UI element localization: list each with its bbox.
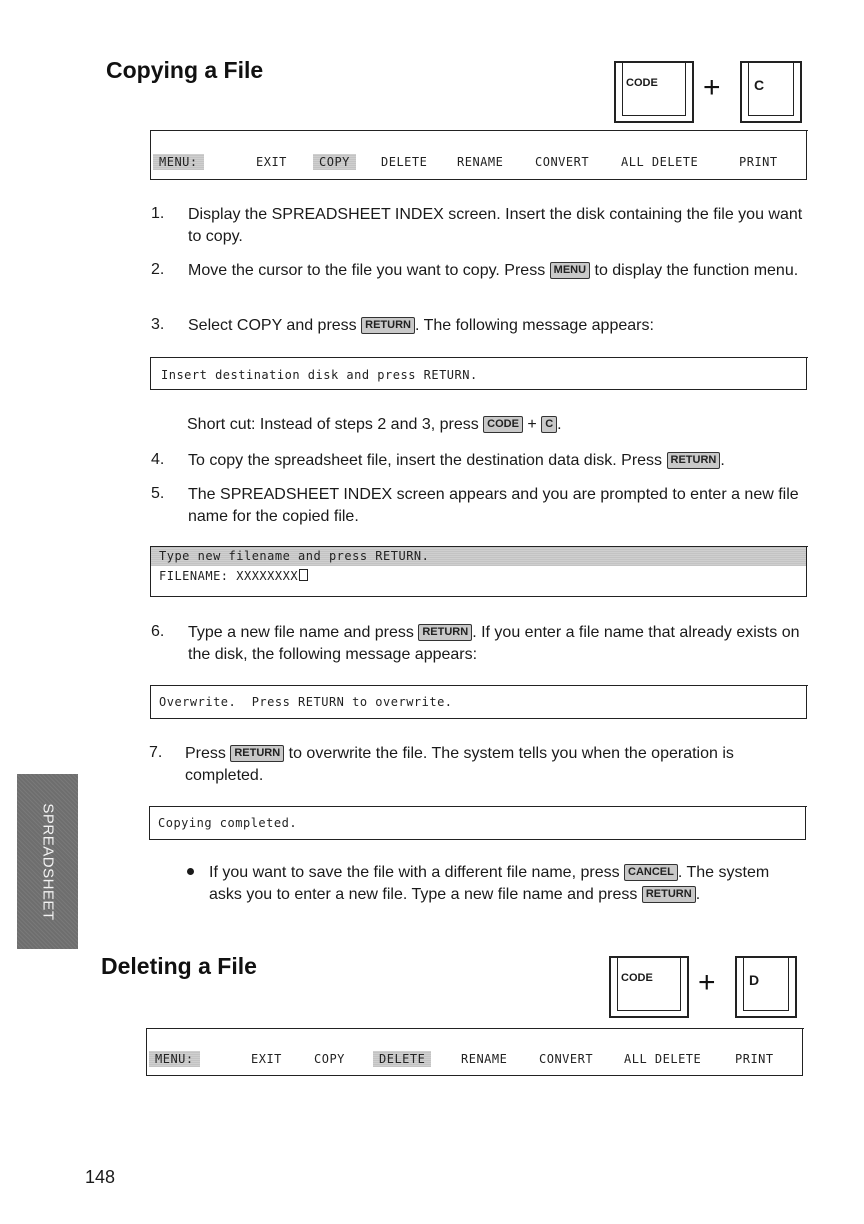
menu-key-icon: MENU xyxy=(550,262,590,279)
step-text-part: Move the cursor to the file you want to copy. Press xyxy=(188,262,550,279)
menu-item-exit: EXIT xyxy=(251,1052,282,1066)
step-text xyxy=(188,315,813,337)
shortcut-text-part: + xyxy=(522,416,542,433)
prompt-text: Type new filename and press RETURN. xyxy=(159,549,430,563)
c-key-icon: C xyxy=(541,416,557,433)
code-key-label: CODE xyxy=(621,972,653,984)
menu-item-print: PRINT xyxy=(735,1052,774,1066)
menu-item-rename: RENAME xyxy=(461,1052,508,1066)
section-title-copying: Copying a File xyxy=(106,57,264,83)
d-key-icon xyxy=(735,956,797,1018)
menu-item-all-delete: ALL DELETE xyxy=(624,1052,702,1066)
return-key-icon: RETURN xyxy=(642,886,696,903)
c-key-icon xyxy=(740,61,802,123)
return-key-icon: RETURN xyxy=(418,624,472,641)
step-text xyxy=(185,743,810,787)
step-text-part: To copy the spreadsheet file, insert the destination data disk. Press xyxy=(188,452,667,469)
menu-item-rename: RENAME xyxy=(457,155,504,169)
step-text-part: . The following message appears: xyxy=(414,317,654,334)
menu-label: MENU: xyxy=(149,1051,200,1067)
shortcut-text xyxy=(187,414,812,436)
menu-item-copy: COPY xyxy=(313,154,356,170)
step-number: 7. xyxy=(149,744,163,761)
bullet-text-part: If you want to save the file with a different file name, press xyxy=(209,864,625,881)
function-menu-screen xyxy=(150,130,807,180)
step-number: 1. xyxy=(151,205,165,222)
step-text xyxy=(188,622,813,666)
menu-item-delete: DELETE xyxy=(381,155,428,169)
menu-item-print: PRINT xyxy=(739,155,778,169)
step-text-part: Select COPY and press xyxy=(188,317,362,334)
shortcut-text-part: Short cut: Instead of steps 2 and 3, press xyxy=(187,416,484,433)
bullet-icon xyxy=(187,868,194,875)
cancel-key-icon: CANCEL xyxy=(624,864,678,881)
code-key-icon xyxy=(614,61,694,123)
filename-value: FILENAME: XXXXXXXX xyxy=(159,569,299,583)
message-box-insert-disk xyxy=(150,357,807,390)
step-number: 2. xyxy=(151,261,165,278)
step-text: Display the SPREADSHEET INDEX screen. Insert the disk containing the file you want to copy. xyxy=(188,206,803,245)
code-key-icon xyxy=(609,956,689,1018)
menu-item-convert: CONVERT xyxy=(535,155,590,169)
section-title-deleting: Deleting a File xyxy=(101,953,257,979)
message-text: Overwrite. Press RETURN to overwrite. xyxy=(159,695,453,709)
filename-prompt-screen xyxy=(150,546,807,597)
message-box-completed xyxy=(149,806,806,840)
return-key-icon: RETURN xyxy=(230,745,284,762)
menu-label: MENU: xyxy=(153,154,204,170)
step-text-part: . xyxy=(720,452,725,469)
return-key-icon: RETURN xyxy=(667,452,721,469)
step-text-part: Press xyxy=(185,745,231,762)
bullet-text xyxy=(209,862,805,906)
step-text: The SPREADSHEET INDEX screen appears and you are prompted to enter a new file name for the copied file. xyxy=(188,486,799,525)
message-box-overwrite xyxy=(150,685,807,719)
filename-text xyxy=(159,569,308,583)
d-key-label: D xyxy=(749,972,760,988)
page-number: 148 xyxy=(85,1167,116,1187)
step-text xyxy=(188,260,813,282)
step-text-part: to display the function menu. xyxy=(590,262,799,279)
menu-item-exit: EXIT xyxy=(256,155,287,169)
plus-sign: + xyxy=(698,966,716,999)
shortcut-text-part: . xyxy=(557,416,562,433)
message-text: Copying completed. xyxy=(158,816,298,830)
c-key-label: C xyxy=(754,77,765,93)
menu-item-copy: COPY xyxy=(314,1052,345,1066)
menu-item-convert: CONVERT xyxy=(539,1052,594,1066)
bullet-text-part: . xyxy=(695,886,701,903)
side-tab-label: SPREADSHEET xyxy=(39,802,56,921)
code-key-icon: CODE xyxy=(483,416,523,433)
step-text-part: . If you enter a file name that already exists on the disk, the following message appears: xyxy=(188,624,800,663)
step-number: 4. xyxy=(151,451,165,468)
menu-item-all-delete: ALL DELETE xyxy=(621,155,699,169)
step-number: 6. xyxy=(151,623,165,640)
step-number: 5. xyxy=(151,485,165,502)
cursor-icon xyxy=(299,569,308,581)
step-text-part: to overwrite the file. The system tells you when the operation is completed. xyxy=(185,745,734,784)
side-tab xyxy=(17,774,78,949)
function-menu-screen xyxy=(146,1028,803,1076)
message-text: Insert destination disk and press RETURN. xyxy=(161,368,478,382)
step-text xyxy=(188,450,813,472)
step-text-part: Type a new file name and press xyxy=(188,624,419,641)
code-key-label: CODE xyxy=(626,77,658,89)
plus-sign: + xyxy=(703,71,721,104)
menu-item-delete: DELETE xyxy=(373,1051,431,1067)
return-key-icon: RETURN xyxy=(361,317,415,334)
bullet-text-part: . The system asks you to enter a new file. Type a new file name and press xyxy=(209,864,770,903)
step-number: 3. xyxy=(151,316,165,333)
